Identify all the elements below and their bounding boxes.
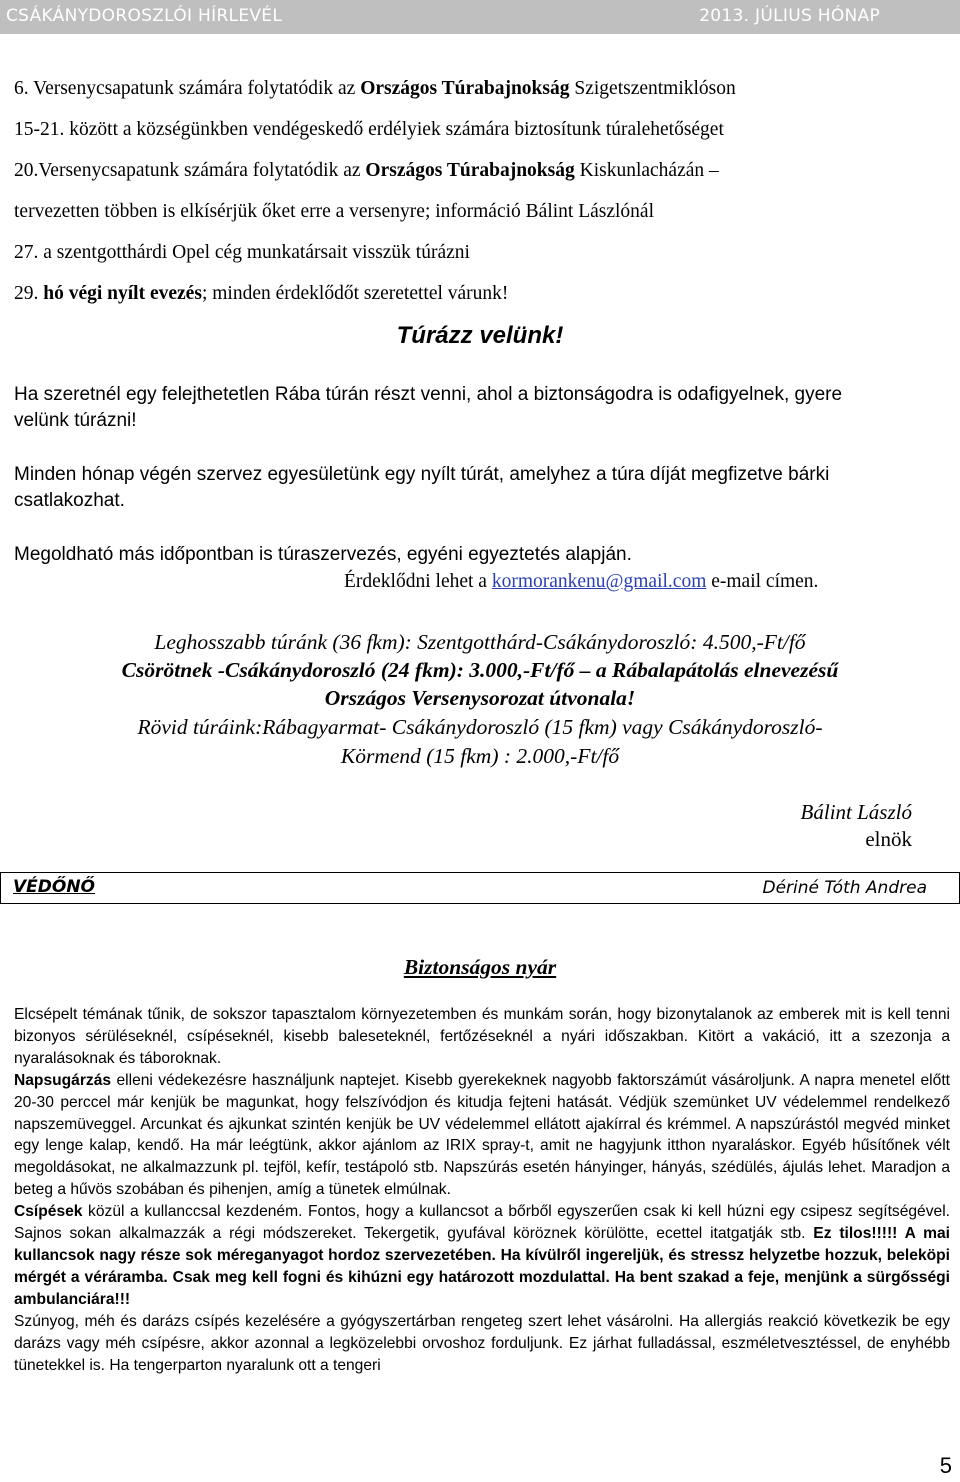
section-banner xyxy=(0,872,960,904)
article-tick-paragraph: Csípések közül a kullanccsal kezdeném. Fontos, hogy a kullancsot a bőrből egyszerűen csak ki kell húzni egy csipesz segítségével. Sajnos sokan alkalmazzák a régi módszereket. Tekergetik, gyufával köröznek körülötte, ecettel itatgatják stb. Ez tilos!!!!! A mai kullancsok nagy része sok méreganyagot hordoz szervezetében. Ha kívülről ingereljük, és stressz helyzetbe hozzuk, beleköpi mérgét a véráramba. Csak meg kell fogni és kihúzni egy határozott mozdulattal. Ha bent szakad a feje, menjünk a sürgősségi ambulanciára!!! xyxy=(14,1203,950,1308)
tour-short-continued: Körmend (15 fkm) : 2.000,-Ft/fő xyxy=(340,744,620,768)
schedule-item-15-21: 15-21. között a községünkben vendégeskedő erdélyiek számára biztosítunk túralehetőséget xyxy=(14,119,724,140)
article-sun-paragraph: Napsugárzás elleni védekezésre használjunk naptejet. Kisebb gyerekeknek nagyobb faktorszámút vásároljunk. A napra menetel előtt 20-30 perccel már kenjük be magunkat, hogy felszívódjon és kitudja fejteni hatását. Védjük szemünket UV védelemmel rendelkező napszemüveggel. Arcunkat és ajkunkat szintén kenjük be UV védelemmel ellátott ajakírral és krémmel. A napszúrástól megvéd minket egy lenge kalap, kendő. Ha már leégtünk, akkor ajánlom az IRIX spray-t, amit ne hagyjunk itthon nyaraláskor. Egyéb hűsítőnek vélt megoldásokat, ne alkalmazzunk pl. tejföl, kefír, testápoló stb. Napszúrás esetén hányinger, hányás, szédülés, ájulás lehet. Maradjon a beteg a hűvös szobában és pihenjen, amíg a tünetek elmúlnak. xyxy=(14,1071,950,1199)
tick-warning: Ez tilos!!!!! A mai kullancsok nagy része sok méreganyagot hordoz szervezetében. Ha kívülről ingereljük, és stressz helyzetbe hozzuk, beleköpi mérgét a véráramba. Csak meg kell fogni és kihúzni egy határozott mozdulattal. Ha bent szakad a feje, menjünk a sürgősségi ambulanciára!!! xyxy=(14,1225,950,1308)
signature-name: Bálint László xyxy=(800,800,912,824)
section-label: VÉDŐNŐ xyxy=(13,877,96,897)
slogan-heading: Túrázz velünk! xyxy=(396,322,564,349)
page-number: 5 xyxy=(939,1453,952,1478)
section-author: Dériné Tóth Andrea xyxy=(762,878,927,898)
keyword: Csípések xyxy=(14,1203,83,1221)
schedule-item-20: 20.Versenycsapatunk számára folytatódik az Országos Túrabajnokság Kiskunlacházán – xyxy=(14,160,719,181)
invite-paragraph: Ha szeretnél egy felejthetetlen Rába túrán részt venni, ahol a biztonságodra is odafigyelnek, gyere velünk túrázni! xyxy=(14,384,843,431)
event-name: Országos Túrabajnokság xyxy=(365,160,575,181)
article-intro: Elcsépelt témának tűnik, de sokszor tapasztalom környezetemben és munkám során, hogy bizonytalanok az emberek mit is kell tenni bizonyos sérüléseknél, csípéseknél, kisebb baleseteknél, fertőzéseknél a nyári időszakban. Kitört a vakáció, itt a szezonja a nyaralásoknak és táboroknak. xyxy=(14,1006,950,1067)
custom-tour-paragraph: Megoldható más időpontban is túraszervezés, egyéni egyeztetés alapján. xyxy=(14,544,632,565)
schedule-item-6: 6. Versenycsapatunk számára folytatódik az Országos Túrabajnokság Szigetszentmiklóson xyxy=(14,78,736,99)
event-name: Országos Túrabajnokság xyxy=(360,78,570,99)
contact-line: Érdeklődni lehet a kormorankenu@gmail.com e-mail címen. xyxy=(344,571,819,592)
newsletter-header xyxy=(0,0,960,34)
keyword: Napsugárzás xyxy=(14,1071,112,1089)
monthly-tour-paragraph: Minden hónap végén szervez egyesületünk egy nyílt túrát, amelyhez a túra díját megfizetve bárki csatlakozhat. xyxy=(14,464,830,511)
article-title: Biztonságos nyár xyxy=(403,955,557,979)
tour-short: Rövid túráink:Rábagyarmat- Csákánydoroszló (15 fkm) vagy Csákánydoroszló- xyxy=(137,715,823,739)
event-name: hó végi nyílt evezés xyxy=(43,283,202,304)
newsletter-title: CSÁKÁNYDOROSZLÓI HÍRLEVÉL xyxy=(6,6,283,26)
email-link[interactable]: kormorankenu@gmail.com xyxy=(491,571,707,592)
signature-block xyxy=(801,799,912,853)
article-insects-paragraph: Szúnyog, méh és darázs csípés kezelésére a gyógyszertárban rengeteg szert lehet vásárolni. Ha allergiás reakció következik be egy darázs vagy méh csípésre, akkor azonnal a legközelebbi orvoshoz forduljunk. Ez járhat fulladással, eszméletvesztéssel, de enyhébb tünetekkel is. Ha tengerparton nyaralunk ott a tengeri xyxy=(14,1312,950,1374)
signature-title: elnök xyxy=(865,827,912,851)
schedule-item-20-continued: tervezetten többen is elkísérjük őket erre a versenyre; információ Bálint Lászlónál xyxy=(14,201,654,222)
tour-csorotnek: Csörötnek -Csákánydoroszló (24 fkm): 3.000,-Ft/fő – a Rábalapátolás elnevezésű xyxy=(121,658,839,682)
tour-longest: Leghosszabb túránk (36 fkm): Szentgotthárd-Csákánydoroszló: 4.500,-Ft/fő xyxy=(154,630,806,654)
schedule-item-27: 27. a szentgotthárdi Opel cég munkatársait visszük túrázni xyxy=(14,242,470,263)
tour-csorotnek-route: Országos Versenysorozat útvonala! xyxy=(324,686,636,710)
schedule-item-29: 29. hó végi nyílt evezés; minden érdeklődőt szeretettel várunk! xyxy=(14,283,509,304)
issue-date: 2013. JÚLIUS HÓNAP xyxy=(699,6,880,26)
article-body xyxy=(14,1004,950,1376)
